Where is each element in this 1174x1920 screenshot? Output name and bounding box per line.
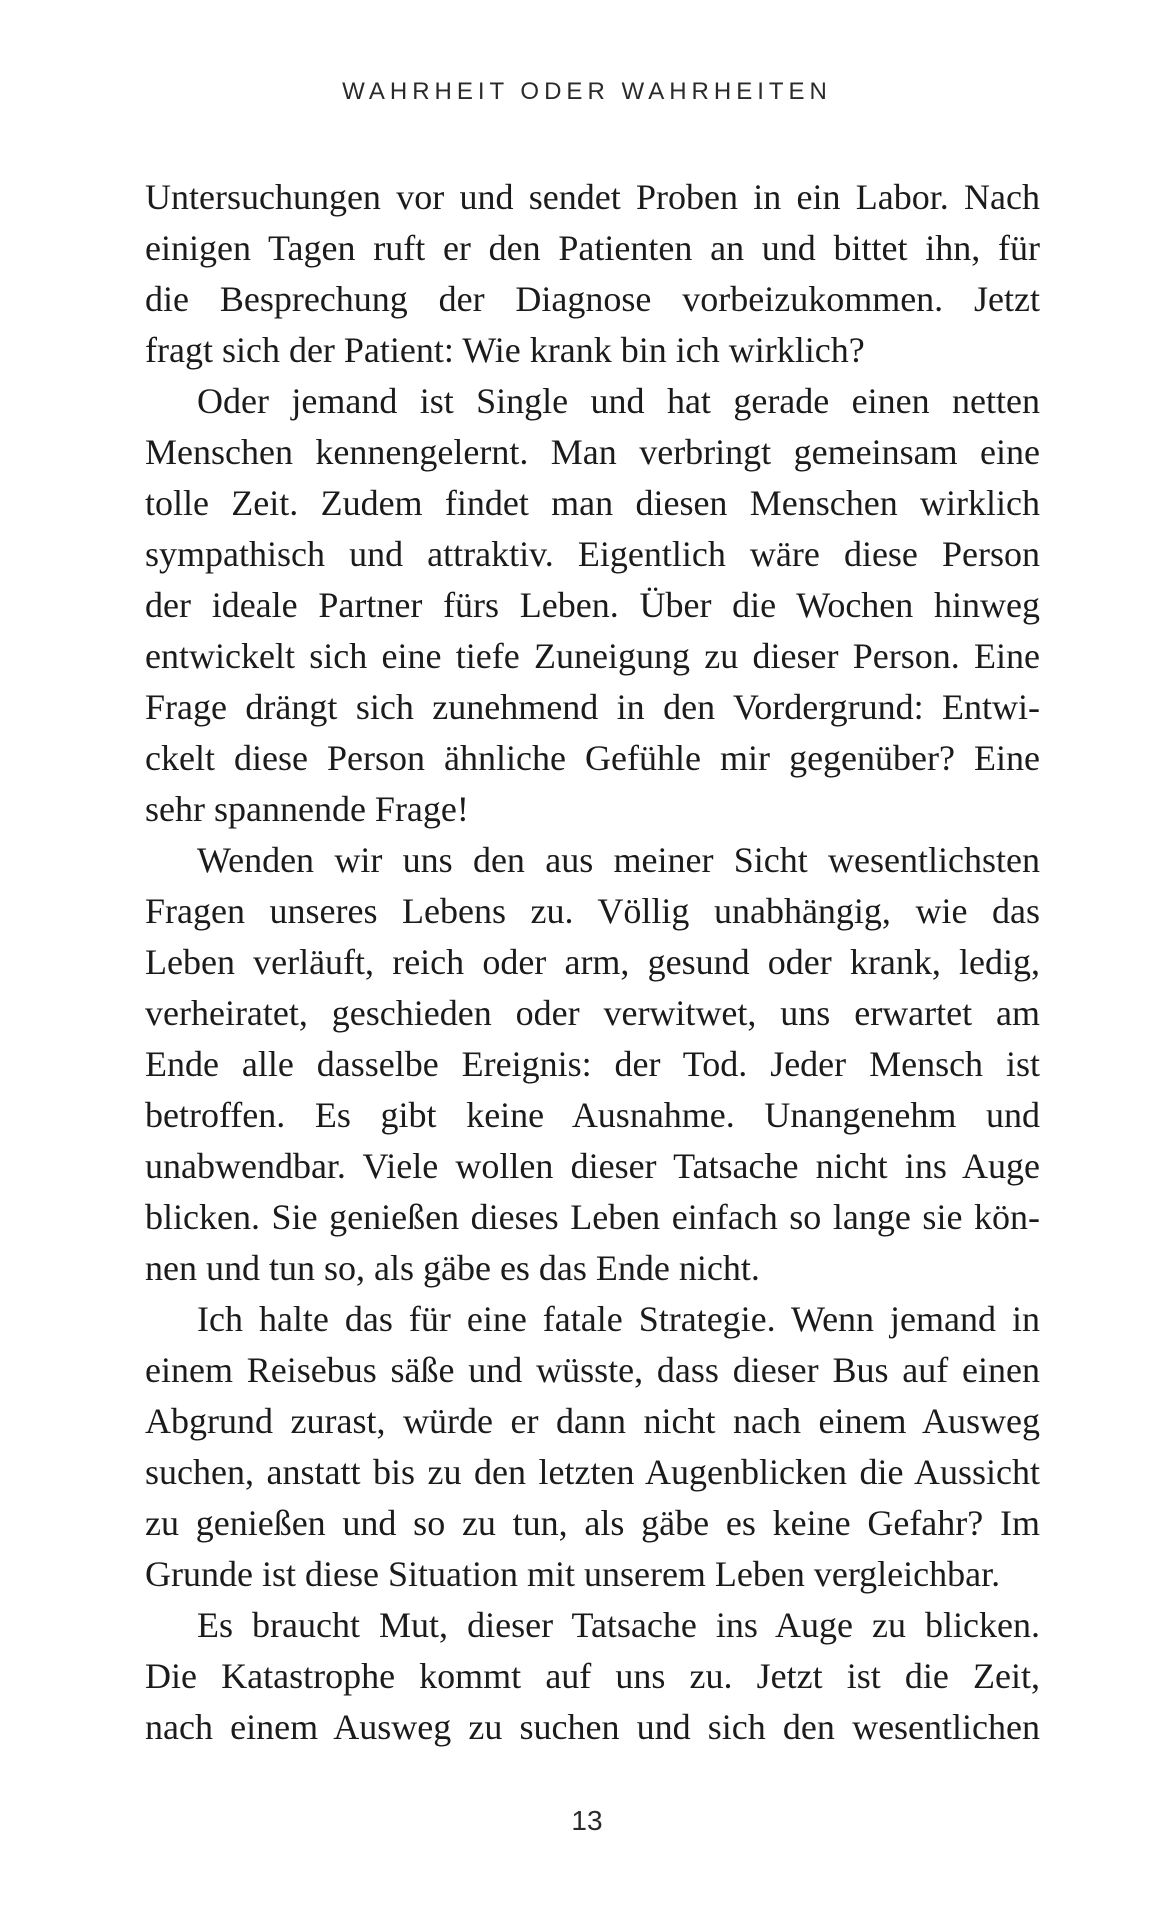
text-line: verheiratet, geschieden oder verwitwet, uns erwartet am [145, 993, 1040, 1033]
text-line: Es braucht Mut, dieser Tatsache ins Auge zu blicken. [197, 1605, 1040, 1645]
text-line: Leben verläuft, reich oder arm, gesund oder krank, ledig, [145, 942, 1040, 982]
text-line: Abgrund zurast, würde er dann nicht nach einem Ausweg [145, 1401, 1040, 1441]
text-line: sehr spannende Frage! [145, 789, 469, 829]
text-line: Grunde ist diese Situation mit unserem Leben vergleichbar. [145, 1554, 1001, 1594]
paragraph [145, 172, 1040, 376]
text-line: Fragen unseres Lebens zu. Völlig unabhängig, wie das [145, 891, 1040, 931]
text-line: suchen, anstatt bis zu den letzten Augenblicken die Aussicht [145, 1452, 1040, 1492]
text-line: nach einem Ausweg zu suchen und sich den wesentlichen [145, 1707, 1040, 1747]
page-number: 13 [571, 1805, 603, 1836]
text-line: Frage drängt sich zunehmend in den Vordergrund: Entwi- [145, 687, 1040, 727]
text-line: Ende alle dasselbe Ereignis: der Tod. Jeder Mensch ist [145, 1044, 1040, 1084]
text-line: entwickelt sich eine tiefe Zuneigung zu dieser Person. Eine [145, 636, 1040, 676]
text-line: Untersuchungen vor und sendet Proben in ein Labor. Nach [145, 177, 1040, 217]
paragraph [145, 1294, 1040, 1600]
text-line: fragt sich der Patient: Wie krank bin ich wirklich? [145, 330, 865, 370]
text-line: betroffen. Es gibt keine Ausnahme. Unangenehm und [145, 1095, 1040, 1135]
text-line: unabwendbar. Viele wollen dieser Tatsache nicht ins Auge [145, 1146, 1040, 1186]
body-text [145, 172, 1040, 1753]
text-line: die Besprechung der Diagnose vorbeizukommen. Jetzt [145, 279, 1040, 319]
text-line: blicken. Sie genießen dieses Leben einfach so lange sie kön- [145, 1197, 1040, 1237]
text-line: einem Reisebus säße und wüsste, dass dieser Bus auf einen [145, 1350, 1040, 1390]
paragraph [145, 376, 1040, 835]
text-line: einigen Tagen ruft er den Patienten an und bittet ihn, für [145, 228, 1040, 268]
running-header: WAHRHEIT ODER WAHRHEITEN [342, 78, 832, 105]
text-line: der ideale Partner fürs Leben. Über die Wochen hinweg [145, 585, 1040, 625]
text-line: zu genießen und so zu tun, als gäbe es keine Gefahr? Im [145, 1503, 1040, 1543]
paragraph [145, 1600, 1040, 1753]
paragraph [145, 835, 1040, 1294]
text-line: Ich halte das für eine fatale Strategie. Wenn jemand in [197, 1299, 1040, 1339]
text-line: nen und tun so, als gäbe es das Ende nicht. [145, 1248, 760, 1288]
text-line: Menschen kennengelernt. Man verbringt gemeinsam eine [145, 432, 1040, 472]
text-line: tolle Zeit. Zudem findet man diesen Menschen wirklich [145, 483, 1040, 523]
text-line: Wenden wir uns den aus meiner Sicht wesentlichsten [197, 840, 1040, 880]
text-line: ckelt diese Person ähnliche Gefühle mir gegenüber? Eine [145, 738, 1040, 778]
text-line: sympathisch und attraktiv. Eigentlich wäre diese Person [145, 534, 1040, 574]
text-line: Die Katastrophe kommt auf uns zu. Jetzt ist die Zeit, [145, 1656, 1040, 1696]
text-line: Oder jemand ist Single und hat gerade einen netten [197, 381, 1040, 421]
